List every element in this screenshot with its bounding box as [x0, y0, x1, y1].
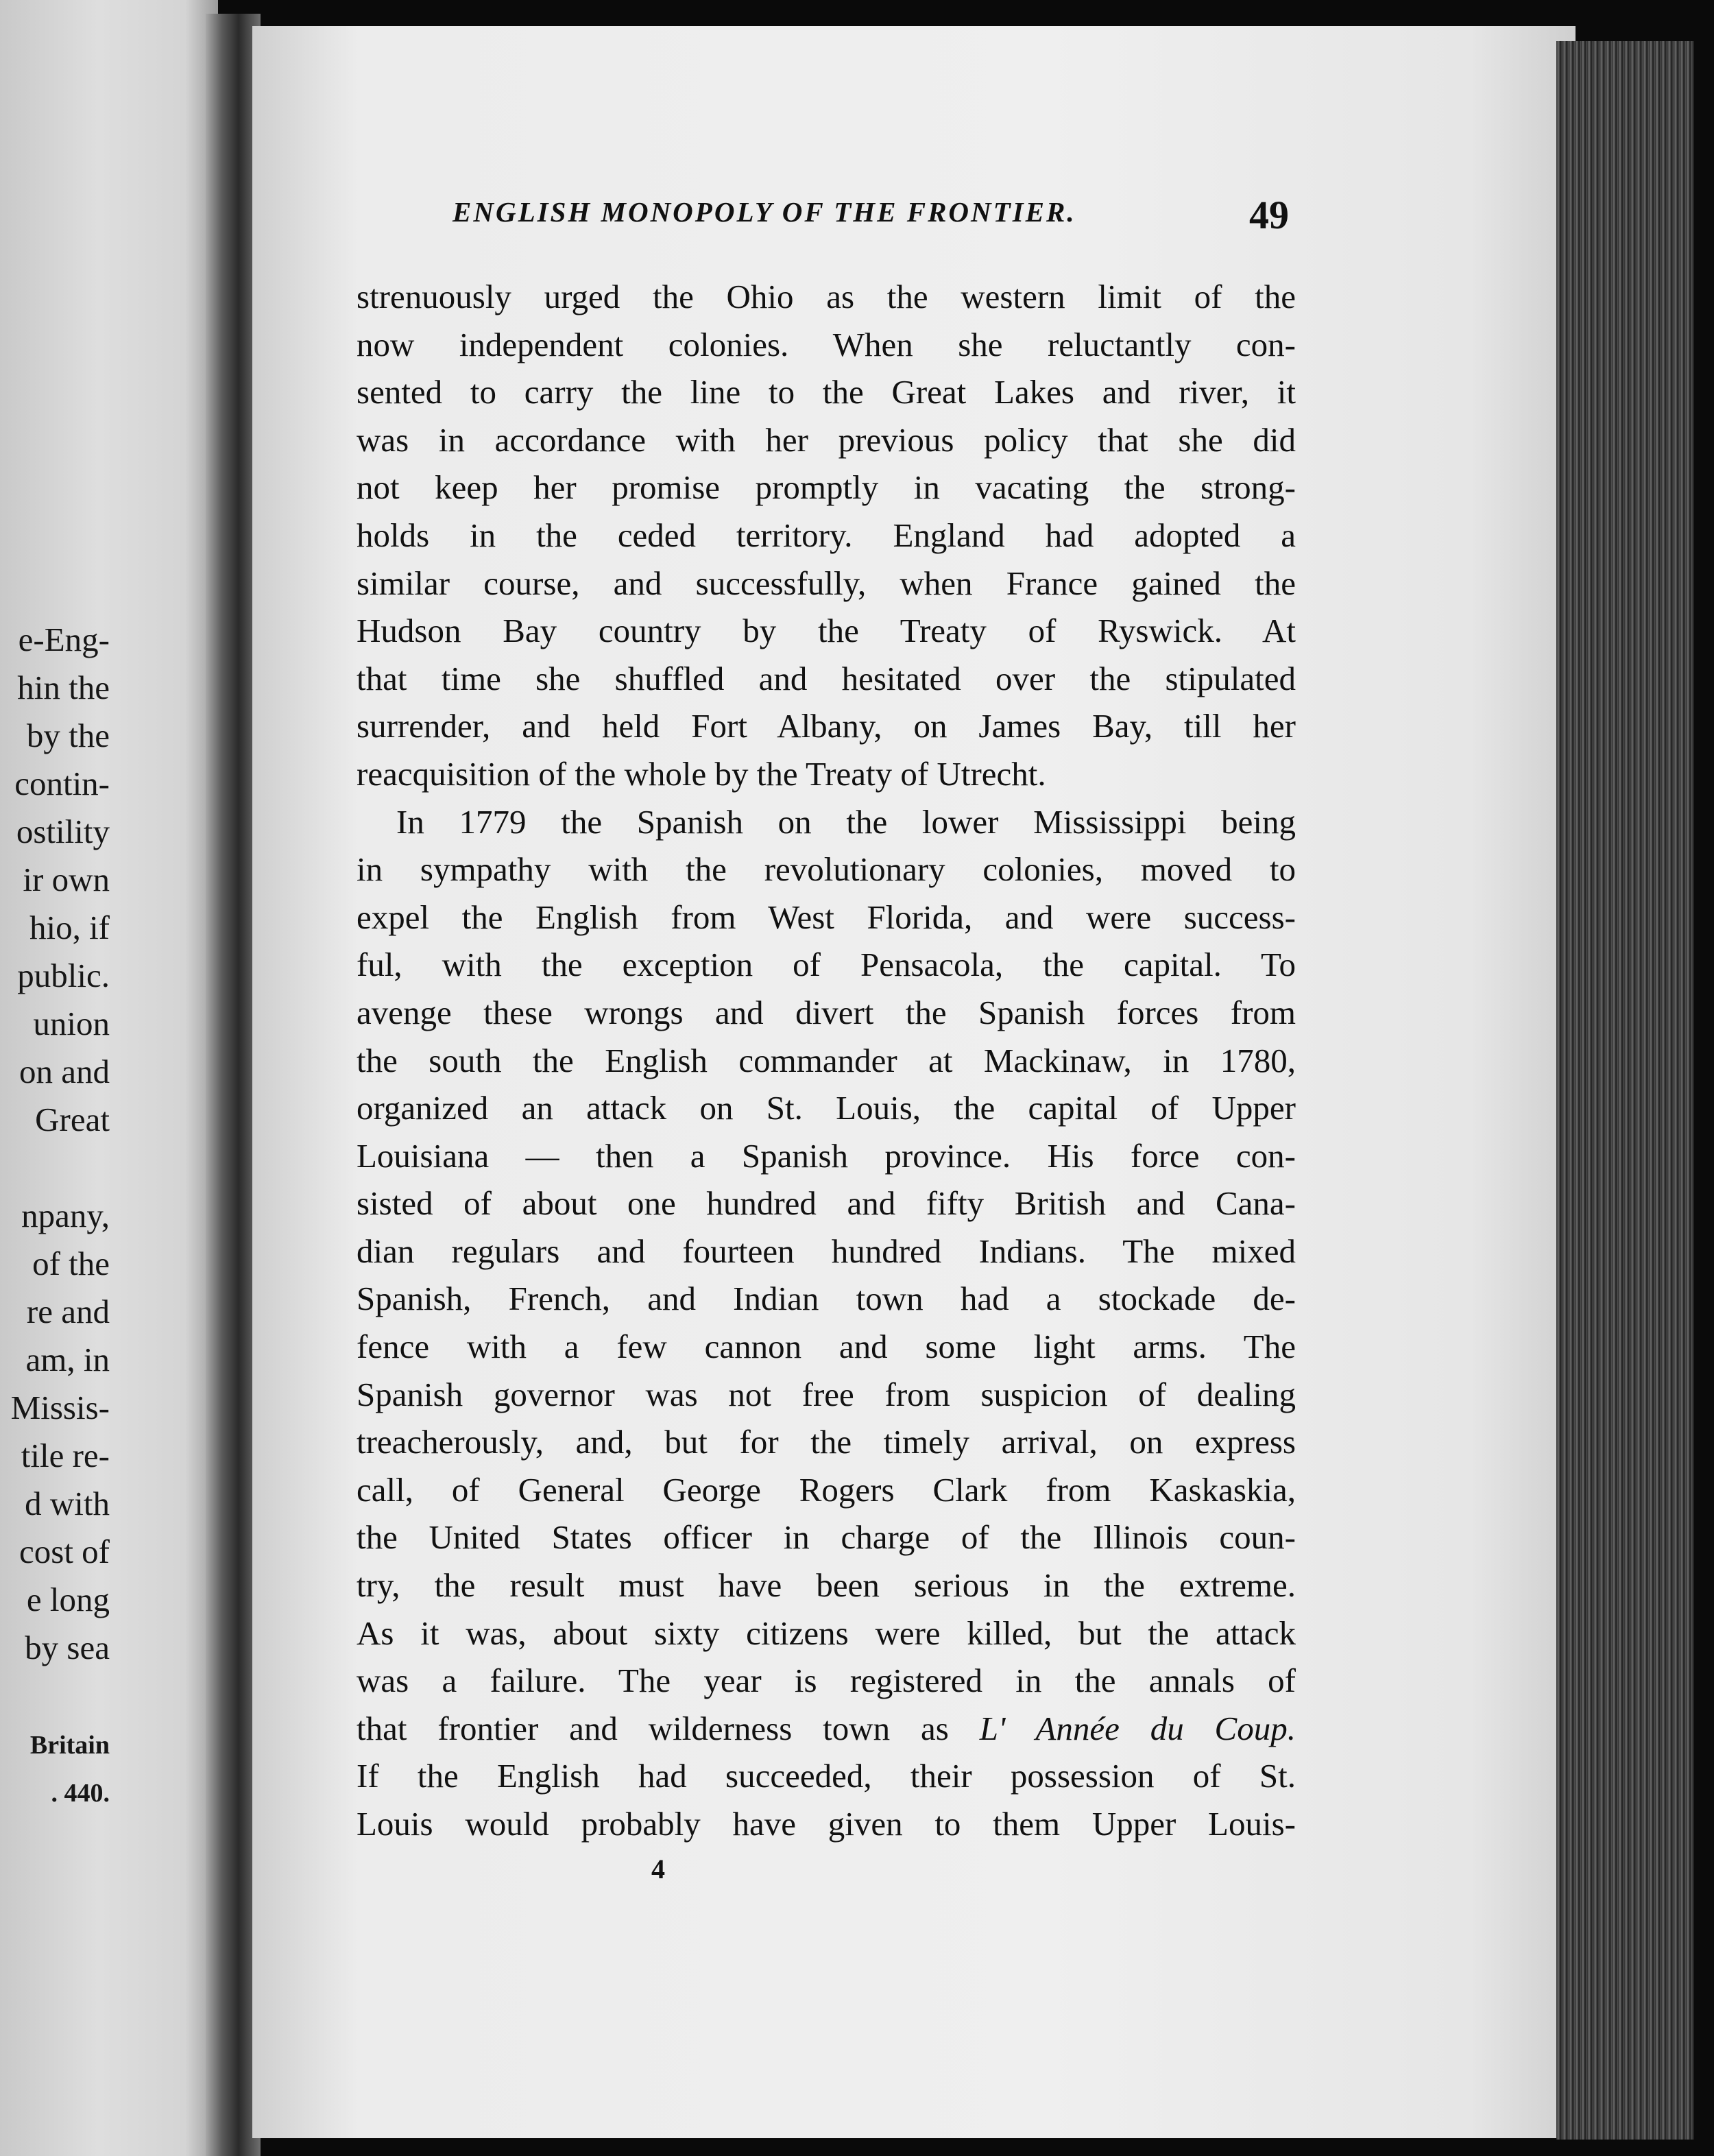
left-page-line: on and: [19, 1053, 110, 1090]
left-page-text-fragments: [0, 616, 110, 1672]
left-page-line: ir own: [23, 861, 110, 898]
text-line: fence with a few cannon and some light arms. The: [357, 1328, 1296, 1366]
text-line: ful, with the exception of Pensacola, the capital. To: [357, 946, 1296, 984]
left-page-line: am, in: [25, 1341, 110, 1378]
text-line: not keep her promise promptly in vacating the strong-: [357, 468, 1296, 507]
text-line: Spanish, French, and Indian town had a stockade de-: [357, 1280, 1296, 1318]
left-page-line: by sea: [25, 1629, 110, 1666]
page-edges: [1556, 41, 1693, 2140]
left-page-line: union: [33, 1005, 110, 1042]
text-line: organized an attack on St. Louis, the capital of Upper: [357, 1089, 1296, 1127]
text-line: call, of General George Rogers Clark from Kaskaskia,: [357, 1470, 1296, 1509]
left-page-line: by the: [26, 717, 110, 754]
running-head: ENGLISH MONOPOLY OF THE FRONTIER.: [452, 196, 1076, 228]
text-line: Louis would probably have given to them Upper Louis-: [357, 1805, 1296, 1843]
text-line: reacquisition of the whole by the Treaty of Utrecht.: [357, 754, 1046, 793]
left-page-line: . 440.: [51, 1779, 110, 1808]
text-line: As it was, about sixty citizens were killed, but the attack: [357, 1614, 1296, 1652]
left-page-line: hin the: [17, 669, 110, 706]
signature-mark: 4: [651, 1854, 665, 1884]
left-page-line: contin-: [14, 765, 110, 802]
text-line: that frontier and wilderness town as L' Année du Coup.: [357, 1709, 1296, 1747]
text-line: try, the result must have been serious in the extreme.: [357, 1566, 1296, 1605]
text-line: that time she shuffled and hesitated over the stipulated: [357, 659, 1296, 697]
left-page-line: re and: [26, 1293, 110, 1330]
text-line: Hudson Bay country by the Treaty of Ryswick. At: [357, 612, 1296, 650]
text-line: similar course, and successfully, when France gained the: [357, 564, 1296, 602]
text-line: holds in the ceded territory. England had adopted a: [357, 516, 1296, 554]
left-page: [0, 0, 218, 2156]
left-page-line: [0, 1144, 110, 1192]
text-line: strenuously urged the Ohio as the western limit of the: [357, 278, 1296, 315]
left-page-line: public.: [17, 957, 110, 994]
left-page-line: Missis-: [10, 1389, 110, 1426]
left-page-line: ostility: [16, 813, 110, 850]
text-line: sented to carry the line to the Great Lakes and river, it: [357, 373, 1296, 411]
left-page-footnote-fragments: [0, 1721, 110, 1817]
text-line: the south the English commander at Mackinaw, in 1780,: [357, 1041, 1296, 1079]
text-line: Spanish governor was not free from suspicion of dealing: [357, 1375, 1296, 1413]
left-page-line: of the: [32, 1245, 110, 1282]
text-line: avenge these wrongs and divert the Spanish forces from: [357, 993, 1296, 1031]
text-line: expel the English from West Florida, and were success-: [357, 898, 1296, 936]
left-page-line: e long: [26, 1581, 110, 1618]
left-page-line: npany,: [21, 1197, 110, 1234]
page-number: 49: [1249, 193, 1289, 237]
text-line: in sympathy with the revolutionary colonies, moved to: [357, 850, 1296, 889]
left-page-line: hio, if: [29, 909, 110, 946]
text-line: was a failure. The year is registered in the annals of: [357, 1662, 1296, 1700]
left-page-line: tile re-: [21, 1437, 110, 1474]
left-page-line: Britain: [29, 1731, 110, 1760]
text-line: treacherously, and, but for the timely arrival, on express: [357, 1423, 1296, 1461]
text-line: If the English had succeeded, their possession of St.: [357, 1757, 1296, 1795]
text-line: dian regulars and fourteen hundred Indians. The mixed: [357, 1232, 1296, 1270]
left-page-line: e-Eng-: [18, 621, 110, 658]
italic-phrase: L' Année du Coup.: [979, 1709, 1296, 1747]
left-page-line: Great: [35, 1101, 110, 1138]
text-line: now independent colonies. When she reluctantly con-: [357, 325, 1296, 363]
text-line: the United States officer in charge of the Illinois coun-: [357, 1518, 1296, 1557]
text-line: sisted of about one hundred and fifty British and Cana-: [357, 1184, 1296, 1223]
body-text: [357, 273, 1296, 1848]
text-line: In 1779 the Spanish on the lower Mississippi being: [396, 802, 1296, 841]
text-line: surrender, and held Fort Albany, on James Bay, till her: [357, 707, 1296, 745]
left-page-line: d with: [25, 1485, 110, 1522]
text-line: Louisiana — then a Spanish province. His force con-: [357, 1136, 1296, 1175]
text-line: was in accordance with her previous policy that she did: [357, 420, 1296, 459]
left-page-line: cost of: [19, 1533, 110, 1570]
